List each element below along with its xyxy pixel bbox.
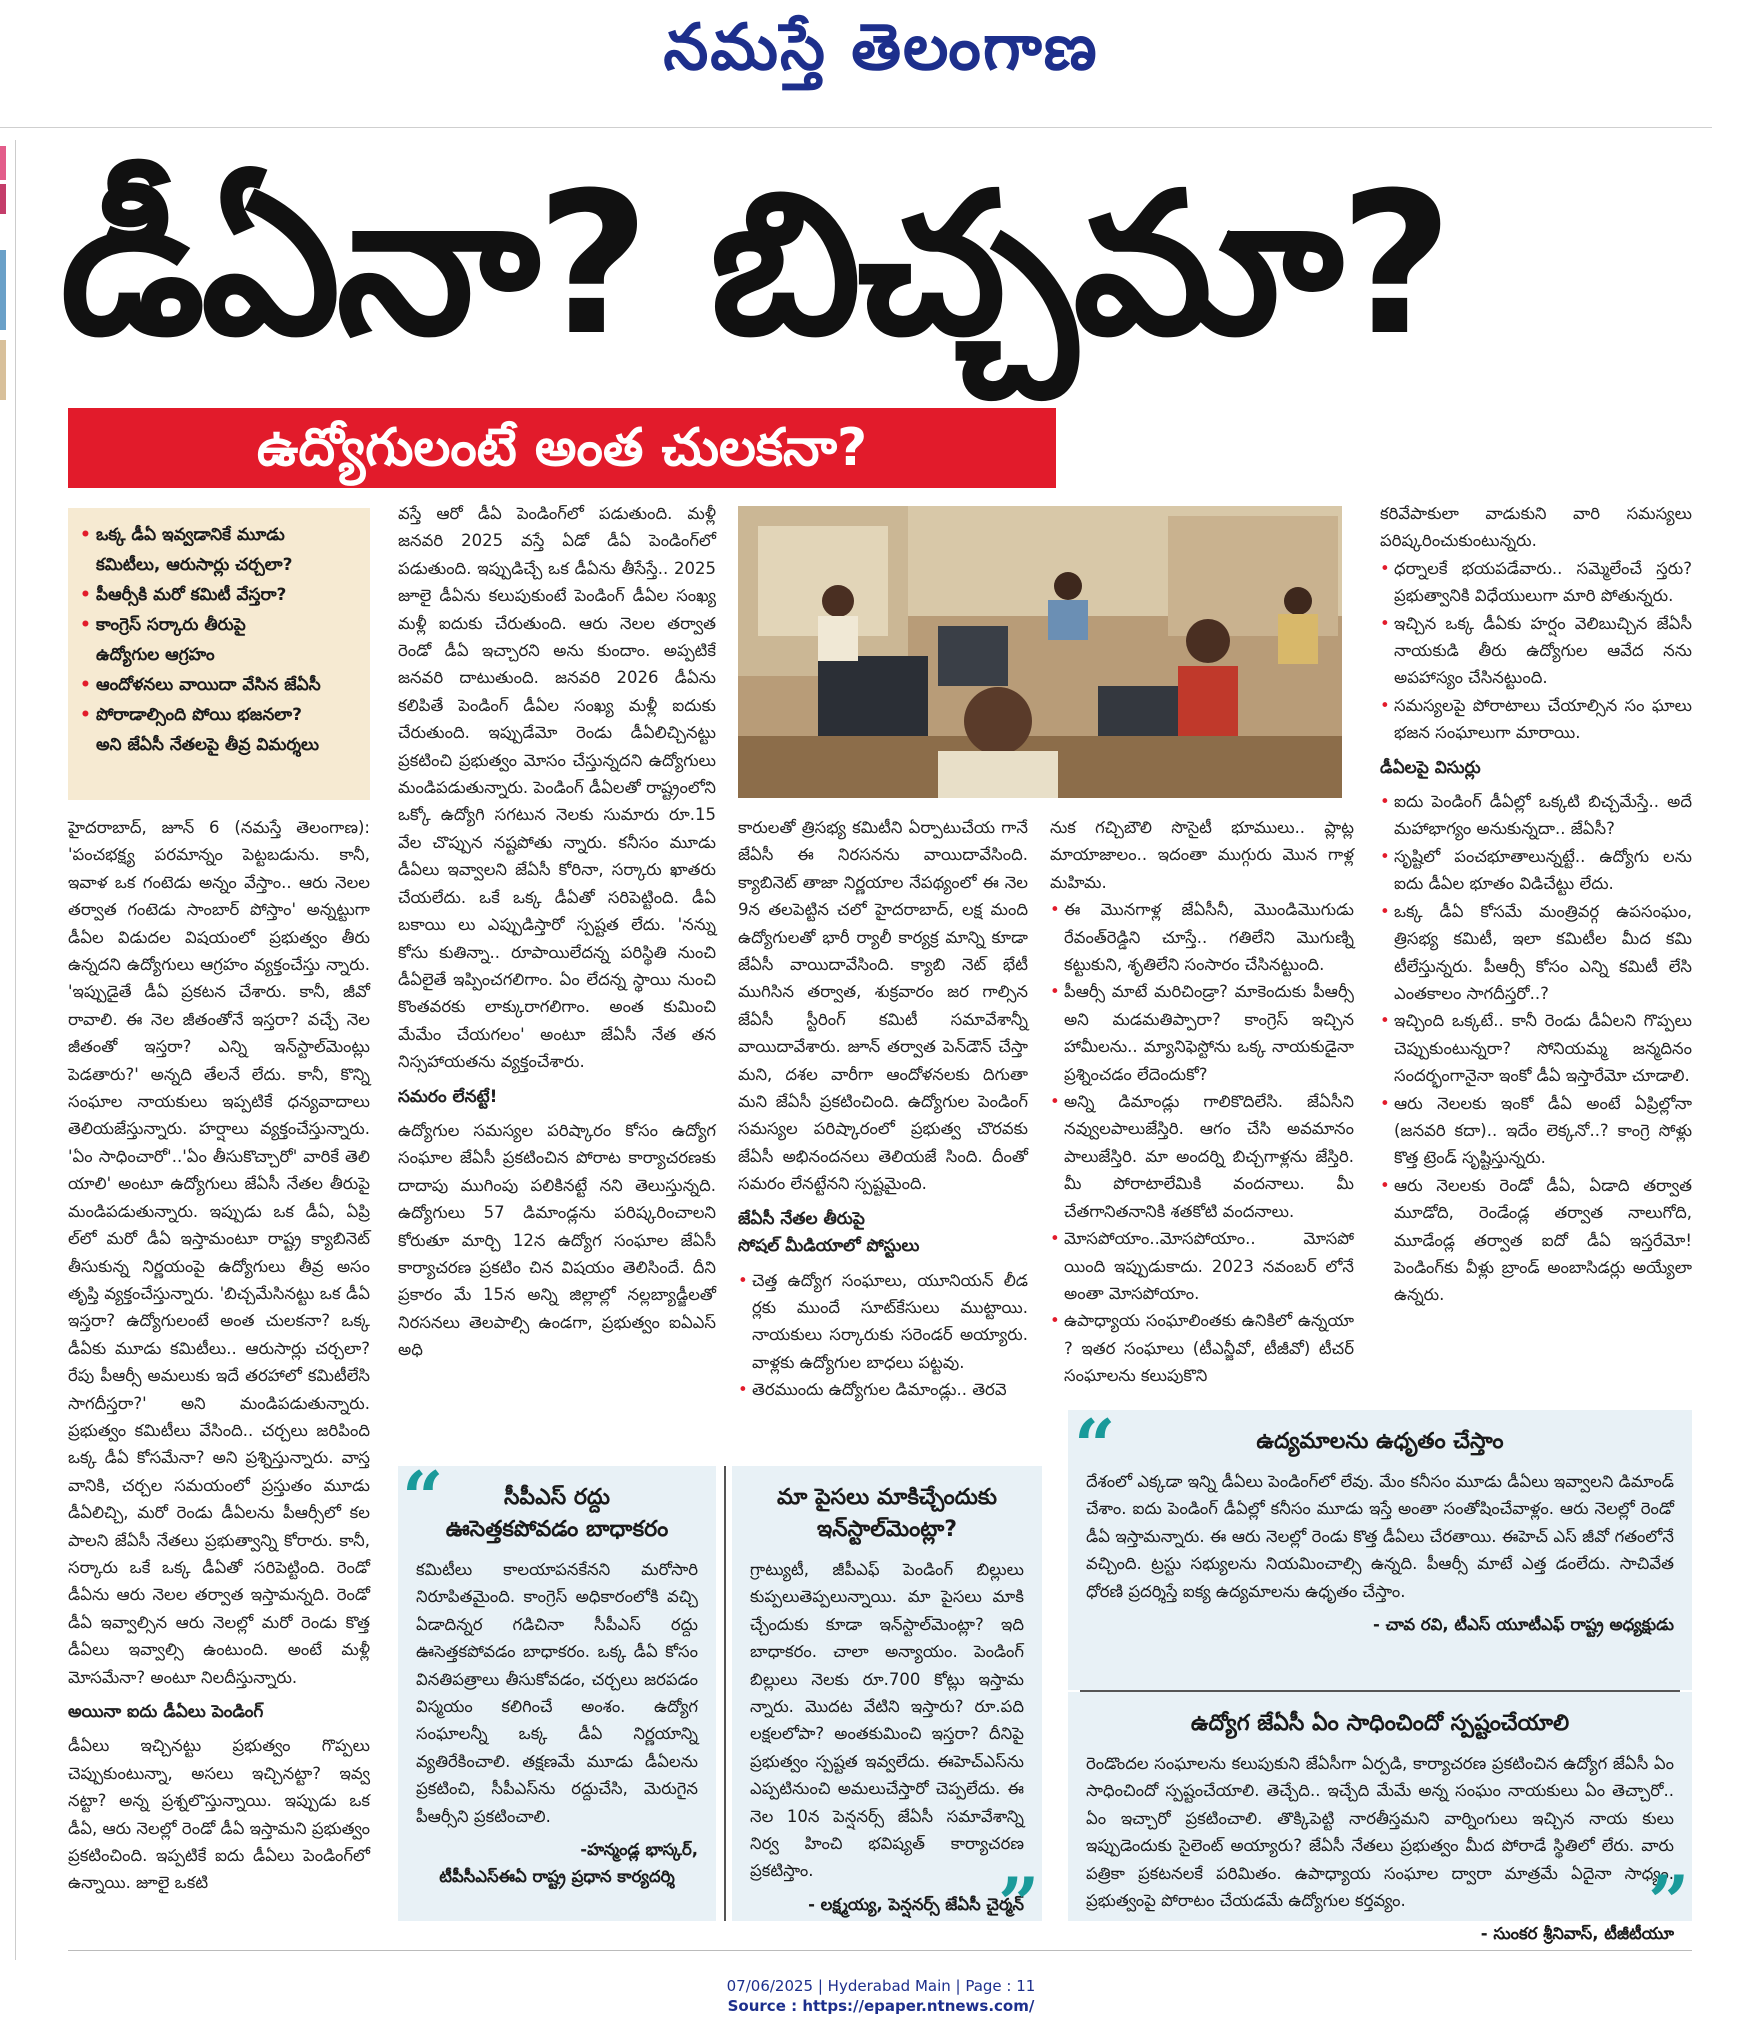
da-criticism-item: • ఒక్క డీఏ కోసమే మంత్రివర్గ ఉపసంఘం, త్రిసభ్య కమిటీ, ఇలా కమిటీల మీద కమి టీలేస్తున్నరు. పీఆర్సీ కోసం ఎన్ని కమిటీ లేసి ఎంతకాలం సాగదీస్తరో..? <box>1380 898 1692 1008</box>
quote-body: కమిటీలు కాలయాపనకేనని మరోసారి నిరూపితమైంది. కాంగ్రెస్ అధికారంలోకి వచ్చి ఏడాదిన్నర గడిచినా సీపీఎస్ రద్దు ఊసెత్తకపోవడం బాధాకరం. ఒక్క డీఏ కోసం వినతిపత్రాలు తీసుకోవడం, చర్చలు జరపడం విస్మయం కలిగించే అంశం. ఉద్యోగ సంఘాలన్నీ ఒక్క డీఏ నిర్ణయాన్ని వ్యతిరేకించాలి. తక్షణమే మూడు డీఏలను ప్రకటించి, సీపీఎస్‌ను రద్దుచేసి, మెరుగైన పీఆర్సీని ప్రకటించాలి. <box>416 1560 698 1826</box>
quote-body: దేశంలో ఎక్కడా ఇన్ని డీఏలు పెండింగ్‌లో లేవు. మేం కనీసం మూడు డీఏలు ఇవ్వాలని డిమాండ్ చేశాం. ఐదు పెండింగ్ డీఏల్లో కనీసం మూడు ఇస్తే అంతా సంతోషించేవాళ్లం. ఆరు నెలల్లో రెండో డీఏ ఇస్తామన్నారు. ఈ ఆరు నెలల్లో రెండు కొత్త డీఏలు చేరతాయి. ఈహెచ్ ఎస్ జీవో గతంలోనే వచ్చింది. ట్రస్టు సభ్యులను నియమించాల్సి ఉన్నది. పీఆర్సీ మాటే ఎత్త డంలేదు. సాచివేత ధోరణి ప్రదర్శిస్తే ఐక్య ఉద్యమాలను ఉధృతం చేస్తాం. <box>1086 1472 1674 1601</box>
da-criticism-item: • ఐదు పెండింగ్ డీఏల్లో ఒక్కటి బిచ్చమేస్తే.. అదే మహాభాగ్యం అనుకున్నదా.. జేఏసీ? <box>1380 788 1692 843</box>
column-divider <box>724 1466 726 1921</box>
header-divider <box>0 100 1712 128</box>
quote-author-role: టీపీసీఎస్ఈఏ రాష్ట్ర ప్రధాన కార్యదర్శి <box>439 1867 675 1887</box>
quote-title-line: ఇన్‌స్టాల్‌మెంట్లా? <box>816 1517 958 1542</box>
page-bottom-rule <box>68 1950 1692 1951</box>
source-link[interactable]: Source : https://epaper.ntnews.com/ <box>727 1997 1035 2015</box>
close-quote-icon: ” <box>998 1861 1040 1946</box>
da-criticism-list <box>1380 788 1692 1309</box>
article-column-3 <box>738 814 1028 1454</box>
social-post-item: • అన్ని డిమాండ్లు గాలికొదిలేసి. జేఏసీని నవ్వులపాలుజేస్తిరి. ఆగం చేసి అవమానం పాలుజేస్తిరి. మా అందర్ని బిచ్చగాళ్లను జేస్తిరి. మీ పోరాటాలేమికి వందనాలు. మీ చేతగానితనానికి శతకోటి వందనాలు. <box>1050 1088 1354 1225</box>
office-employees-photo <box>738 506 1342 798</box>
page-footer <box>0 1976 1762 2016</box>
section-subheading: డీఏలపై విసుర్లు <box>1380 757 1481 778</box>
highlight-item: ఉద్యోగుల ఆగ్రహం <box>96 645 215 665</box>
quote-title: ఉద్యమాలను ఉధృతం చేస్తాం <box>1256 1429 1504 1454</box>
social-post-item: • ఈ మొనగాళ్ల జేఏసీనీ, మొండిమొగుడు రేవంత్‌రెడ్డిని చూస్తే.. గతిలేని మొగుణ్ని కట్టుకుని, శృతిలేని సంసారం చేసినట్టుంది. <box>1050 896 1354 978</box>
quote-box-utf <box>1068 1403 1692 1690</box>
quote-title <box>416 1482 698 1546</box>
article-paragraph: కారులతో త్రిసభ్య కమిటీని ఏర్పాటుచేయ గానే జేఏసీ ఈ నిరసనను వాయిదావేసింది. క్యాబినెట్ తాజా నిర్ణయాల నేపథ్యంలో ఈ నెల 9న తలపెట్టిన చలో హైదరాబాద్, లక్ష మంది ఉద్యోగులతో భారీ ర్యాలీ కార్యక్ర మాన్ని కూడా జేఏసీ వాయిదావేసింది. క్యాబి నెట్ భేటీ ముగిసిన తర్వాత, శుక్రవారం జర గాల్సిన జేఏసీ స్టీరింగ్ కమిటీ సమావేశాన్నీ వాయిదావేశారు. జూన్ తర్వాత పెన్‌డౌన్ చేస్తా మని, దశల వారీగా ఆందోళనలకు దిగుతా మని జేఏసీ ప్రకటించింది. ఉద్యోగుల పెండింగ్ సమస్యల పరిష్కారంలో ప్రభుత్వ చొరవకు జేఏసీ అభినందనలు తెలియజే సింది. దీంతో సమరం లేనట్టేనని స్పష్టమైంది. <box>738 818 1028 1194</box>
da-criticism-item: • ఆరు నెలలకు రెండో డీఏ, ఏడాది తర్వాత మూడోది, రెండేండ్ల తర్వాత నాలుగోది, మూడేండ్ల తర్వాత ఐదో డీఏ ఇస్తరేమో! పెండింగ్‌కు వీళ్లు బ్రాండ్ అంబాసిడర్లు అయ్యేలా ఉన్నరు. <box>1380 1172 1692 1309</box>
social-post-item: • చెత్త ఉద్యోగ సంఘాలు, యూనియన్ లీడ ర్లకు ముందే సూట్‌కేసులు ముట్టాయి. నాయకులు సర్కారుకు సరెండర్ అయ్యారు. వాళ్లకు ఉద్యోగుల బాధలు పట్టవు. <box>738 1267 1028 1377</box>
social-post-item: • ఇచ్చిన ఒక్క డీఏకు హర్షం వెలిబుచ్చిన జేఏసీ నాయకుడి తీరు ఉద్యోగుల ఆవేద నను అపహాస్యం చేసినట్టుంది. <box>1380 610 1692 692</box>
social-post-item: • తెరముందు ఉద్యోగుల డిమాండ్లు.. తెరవె <box>738 1376 1028 1403</box>
article-paragraph: నుక గచ్చిబౌలి సొసైటీ భూములు.. ప్లాట్ల మాయాజాలం.. ఇదంతా ముగ్గురు మొన గాళ్ల మహిమ. <box>1050 818 1354 892</box>
article-column-2 <box>398 500 716 1420</box>
highlight-item: • ఆందోళనలు వాయిదా వేసిన జేఏసీ <box>80 670 360 700</box>
social-post-item: • ఉపాధ్యాయ సంఘాలింతకు ఉనికిలో ఉన్నయా ? ఇతర సంఘాలు (టీఎన్జీవో, టీజీవో) టీచర్ సంఘాలను కలుపుకొని <box>1050 1307 1354 1389</box>
social-post-item: • ధర్నాలకే భయపడేవారు.. సమ్మెలేంచే స్తరు? ప్రభుత్వానికి విధేయులుగా మారి పోతున్నరు. <box>1380 555 1692 610</box>
article-paragraph: వస్తే ఆరో డీఏ పెండింగ్‌లో పడుతుంది. మళ్లీ జనవరి 2025 వస్తే ఏడో డీఏ పెండింగ్‌లో పడుతుంది. ఇప్పుడిచ్చే ఒక డీఏను తీసేస్తే.. 2025 జూలై డీఏను కలుపుకుంటే పెండింగ్ డీఏల సంఖ్య మళ్లీ ఐదుకు చేరుతుంది. ఆరు నెలల తర్వాత రెండో డీఏ ఇచ్చారని అను కుందాం. అప్పటికే జనవరి దాటుతుంది. జనవరి 2026 డీఏను కలిపితే పెండింగ్ డీఏల సంఖ్య మళ్లీ ఐదుకు చేరుతుంది. ఇప్పుడేమో రెండు డీఏలిచ్చినట్టు ప్రకటించి ప్రభుత్వం మోసం చేస్తున్నదని ఉద్యోగులు మండిపడుతున్నారు. పెండింగ్ డీఏలతో రాష్ట్రంలోని ఒక్కో ఉద్యోగి సగటున నెలకు సుమారు రూ.15 వేల చొప్పున నష్టపోతు న్నారు. కనీసం మూడు డీఏలు ఇవ్వాలని జేఏసీ కోరినా, సర్కారు ఖాతరు చేయలేదు. ఒకే ఒక్క డీఏతో సరిపెట్టింది. డీఏ బకాయి లు ఎప్పుడిస్తారో స్పష్టత లేదు. 'నన్ను కోసు కుతిన్నా.. రూపాయిలేదన్న పరిస్థితి నుంచి డీఏలైతే ఇప్పించగలిగాం. ఏం లేదన్న స్థాయి నుంచి కొంతవరకు లాక్కురాగలిగాం. అంత కుమించి మేమేం చేయగలం' అంటూ జేఏసీ నేత తన నిస్సహాయతను వ్యక్తంచేశారు. <box>398 504 716 1072</box>
quote-author: - చావ రవి, టీఎస్ యూటీఎఫ్ రాష్ట్ర అధ్యక్షుడు <box>1373 1615 1674 1635</box>
social-post-item: • పీఆర్సీ మాటే మరిచిండ్రా? మాకెందుకు పీఆర్సీ అని మడమతిప్పారా? కాంగ్రెస్ ఇచ్చిన హామీలను.. మ్యానిఫెస్టోను ఒక్క నాయకుడైనా ప్రశ్నించడం లేదెందుకో? <box>1050 978 1354 1088</box>
article-paragraph: కరివేపాకులా వాడుకుని వారి సమస్యలు పరిష్కరించుకుంటున్నరు. <box>1380 504 1692 551</box>
article-column-4 <box>1050 814 1354 1414</box>
article-column-1 <box>68 814 370 1924</box>
highlight-item: కమిటీలు, ఆరుసార్లు చర్చలా? <box>96 555 293 575</box>
quote-box-cps <box>398 1466 716 1921</box>
article-paragraph: డీఏలు ఇచ్చినట్టు ప్రభుత్వం గొప్పలు చెప్పుకుంటున్నా, అసలు ఇచ్చినట్టా? ఇవ్వ నట్టా? అన్న ప్రశ్నలొస్తున్నాయి. ఇప్పుడు ఒక డీఏ, ఆరు నెలల్లో రెండో డీఏ ఇస్తామని ప్రభుత్వం ప్రకటించింది. ఇప్పటికే ఐదు డీఏలు పెండింగ్‌లో ఉన్నాయి. జూలై ఒకటి <box>68 1736 370 1893</box>
social-post-list <box>1380 555 1692 747</box>
quote-title: ఉద్యోగ జేఏసీ ఏం సాధించిందో స్పష్టంచేయాలి <box>1190 1711 1570 1736</box>
article-column-5 <box>1380 500 1692 1440</box>
highlights-box <box>68 508 370 800</box>
open-quote-icon: “ <box>402 1455 444 1540</box>
quote-author: -హన్మండ్ల భాస్కర్, <box>580 1840 698 1860</box>
quote-title-line: ఊసెత్తకపోవడం బాధాకరం <box>445 1517 669 1542</box>
open-quote-icon: “ <box>1074 1403 1116 1488</box>
social-post-list <box>738 1267 1028 1404</box>
quote-title <box>750 1482 1024 1546</box>
article-paragraph: ఉద్యోగుల సమస్యల పరిష్కారం కోసం ఉద్యోగ సంఘాల జేఏసీ ప్రకటించిన పోరాట కార్యాచరణకు దాదాపు ముగింపు పలికినట్టే నని తెలుస్తున్నది. ఉద్యోగులు 57 డిమాండ్లను పరిష్కరించాలని కోరుతూ మార్చి 12న ఉద్యోగ సంఘాల జేఏసీ కార్యాచరణ ప్రకటిం చిన విషయం తెలిసిందే. దీని ప్రకారం మే 15న అన్ని జిల్లాల్లో నల్లబ్యాడ్జీలతో నిరసనలు తెలపాల్సి ఉండగా, ప్రభుత్వం ఐఏఎస్ అధి <box>398 1120 716 1360</box>
highlight-item: • ఒక్క డీఏ ఇవ్వడానికే మూడు <box>80 520 360 550</box>
newspaper-logo: నమస్తే తెలంగాణ <box>663 10 1099 85</box>
quote-title-line: మా పైసలు మాకిచ్చేందుకు <box>777 1485 997 1510</box>
da-criticism-item: • ఇచ్చింది ఒక్కటే.. కానీ రెండు డీఏలని గొప్పలు చెప్పుకుంటున్నరా? సోనియమ్మ జన్మదినం సందర్భంగానైనా ఇంకో డీఏ ఇస్తారేమో చూడాలి. <box>1380 1007 1692 1089</box>
masthead <box>0 0 1762 100</box>
da-criticism-item: • సృష్టిలో పంచభూతాలున్నట్టే.. ఉద్యోగు లను ఐదు డీఏల భూతం విడిచేట్టు లేదు. <box>1380 843 1692 898</box>
edition-info: 07/06/2025 | Hyderabad Main | Page : 11 <box>726 1977 1036 1995</box>
highlight-item: • కాంగ్రెస్ సర్కారు తీరుపై <box>80 610 360 640</box>
quote-title-line: సీపీఎస్ రద్దు <box>503 1485 611 1510</box>
social-post-item: • సమస్యలపై పోరాటాలు చేయాల్సిన సం ఘాలు భజన సంఘాలుగా మారాయి. <box>1380 692 1692 747</box>
highlight-item: • పోరాడాల్సింది పోయి భజనలా? <box>80 700 360 730</box>
section-subheading: సోషల్ మీడియాలో పోస్టులు <box>738 1236 920 1257</box>
quote-box-pensioners <box>732 1466 1042 1921</box>
highlight-item: • పీఆర్సీకి మరో కమిటీ వేస్తరా? <box>80 580 360 610</box>
close-quote-icon: ” <box>1648 1859 1690 1944</box>
main-headline: డీఏనా? బిచ్చమా? <box>60 151 1449 379</box>
da-criticism-item: • ఆరు నెలలకు ఇంకో డీఏ అంటే ఏప్రిల్లోనా (జనవరి కదా).. ఇదేం లెక్కనో..? కాంగ్రె సోళ్లు కొత్త ట్రెండ్ సృష్టిస్తున్నరు. <box>1380 1090 1692 1172</box>
quote-author: - లక్ష్మయ్య, పెన్షనర్స్ జేఏసీ చైర్మన్ <box>808 1894 1024 1914</box>
highlights-list <box>80 520 360 760</box>
section-subheading: అయినా ఐదు డీఏలు పెండింగ్ <box>68 1702 264 1722</box>
photo-illustration <box>738 506 1342 798</box>
quote-author: - సుంకర శ్రీనివాస్, టీజీటీయూ <box>1480 1924 1674 1944</box>
adjacent-page-edge <box>0 140 16 1960</box>
quote-body: గ్రాట్యుటీ, జీపీఎఫ్ పెండింగ్ బిల్లులు కుప్పలుతెప్పలున్నాయి. మా పైసలు మాకి చ్చేందుకు కూడా ఇన్‌స్టాల్‌మెంట్లా? ఇది బాధాకరం. చాలా అన్యాయం. పెండింగ్ బిల్లులు నెలకు రూ.700 కోట్లు ఇస్తామ న్నారు. మొదట వేటిని ఇస్తారు? రూ.పది లక్షలలోపా? అంతకుమించి ఇస్తరా? దీనిపై ప్రభుత్వం స్పష్టత ఇవ్వలేదు. ఈహెచ్ఎస్‌ను ఎప్పటినుంచి అమలుచేస్తారో చెప్పలేదు. ఈ నెల 10న పెన్షనర్స్ జేఏసీ సమావేశాన్ని నిర్వ హించి భవిష్యత్ కార్యాచరణ ప్రకటిస్తాం. <box>750 1560 1024 1881</box>
highlight-item: అని జేఏసీ నేతలపై తీవ్ర విమర్శలు <box>96 735 319 755</box>
article-paragraph: హైదరాబాద్, జూన్ 6 (నమస్తే తెలంగాణ): 'పంచభక్ష్య పరమాన్నం పెట్టబడును. కానీ, ఇవాళ ఒక గంటెడు అన్నం వేస్తాం.. ఆరు నెలల తర్వాత గంటెడు సాంబార్ పోస్తాం' అన్నట్టుగా డీఏల విడుదల విషయంలో ప్రభుత్వం తీరు ఉన్నదని ఉద్యోగులు ఆగ్రహం వ్యక్తంచేస్తు న్నారు. 'ఇప్పుడైతే డీఏ ప్రకటన చేశారు. కానీ, జీవో రావాలి. ఈ నెల జీతంతోనే ఇస్తరా? వచ్చే నెల జీతంతో ఇస్తరా? ఎన్ని ఇన్‌స్టాల్‌మెంట్లు పెడతారు?' అన్నది తేలనే లేదు. కానీ, కొన్ని సంఘాల నాయకులు ఇప్పటికే ధన్యవాదాలు తెలియజేస్తున్నారు. హర్షాలు వ్యక్తంచేస్తున్నారు. 'ఏం సాధించారో'..'ఏం తీసుకొచ్చారో' వారికే తెలి యాలి' అంటూ ఉద్యోగులు జేఏసీ నేతల తీరుపై మండిపడుతున్నారు. ఇప్పుడు ఒక డీఏ, ఏప్రి ల్‌లో మరో డీఏ ఇస్తామంటూ రాష్ట్ర క్యాబినెట్ తీసుకున్న నిర్ణయంపై ఉద్యోగులు తీవ్ర అసం తృప్తి వ్యక్తంచేస్తున్నారు. 'బిచ్చమేసినట్టు ఒక డీఏ ఇస్తరా? ఉద్యోగులంటే అంత చులకనా? ఒక్క డీఏకు మూడు కమిటీలు.. ఆరుసార్లు చర్చలా? రేపు పీఆర్సీ అమలుకు ఇదే తరహాలో కమిటీలేసి సాగదీస్తరా?' అని మండిపడుతున్నారు. ప్రభుత్వం కమిటీలు వేసింది.. చర్చలు జరిపింది ఒక్క డీఏ కోసమేనా? అని ప్రశ్నిస్తున్నారు. వాస్త వానికి, చర్చల సమయంలో ప్రస్తుతం మూడు డీఏలిచ్చి, మరో రెండు డీఏలను పీఆర్సీలో కల పాలని జేఏసీ నేతలు ప్రభుత్వాన్ని కోరారు. కానీ, సర్కారు ఒకే ఒక్క డీఏతో సరిపెట్టింది. రెండో డీఏను ఆరు నెలల తర్వాత ఇస్తామన్నది. రెండో డీఏ ఇవ్వాల్సిన ఆరు నెలల్లో మరో రెండు కొత్త డీఏలు ఇవ్వాల్సి ఉంటుంది. అంటే మళ్లీ మోసమేనా? అంటూ నిలదీస్తున్నారు. <box>68 818 370 1687</box>
sub-headline-banner: ఉద్యోగులంటే అంత చులకనా? <box>68 408 1056 488</box>
section-subheading: జేఏసీ నేతల తీరుపై <box>738 1208 865 1229</box>
social-post-item: • మోసపోయాం..మోసపోయాం.. మోసపో యింది ఇప్పుడుకాదు. 2023 నవంబర్ లోనే అంతా మోసపోయాం. <box>1050 1225 1354 1307</box>
section-subheading: సమరం లేనట్టే! <box>398 1086 498 1107</box>
social-post-list <box>1050 896 1354 1389</box>
quote-body: రెండొందల సంఘాలను కలుపుకుని జేఏసీగా ఏర్పడి, కార్యాచరణ ప్రకటించిన ఉద్యోగ జేఏసీ ఏం సాధించిందో స్పష్టంచేయాలి. తెచ్చేది.. ఇచ్చేది మేమే అన్న సంఘం నాయకులు ఏం తెచ్చారో.. ఏం ఇచ్చారో ప్రకటించాలి. తొక్కిపెట్టి నారతీస్తమని వార్నింగులు ఇచ్చిన నాయ కులు ఇప్పుడెందుకు సైలెంట్ అయ్యారు? జేఏసీ నేతలు ప్రభుత్వం మీద పోరాడే స్థితిలో లేరు. వారు పత్రికా ప్రకటనలకే పరిమితం. ఉపాధ్యాయ సంఘాల ద్వారా మాత్రమే ఏదైనా సాధ్యం. ప్రభుత్వంపై పోరాటం చేయడమే ఉద్యోగుల కర్తవ్యం. <box>1086 1754 1674 1911</box>
quote-box-tgtu <box>1068 1692 1692 1944</box>
